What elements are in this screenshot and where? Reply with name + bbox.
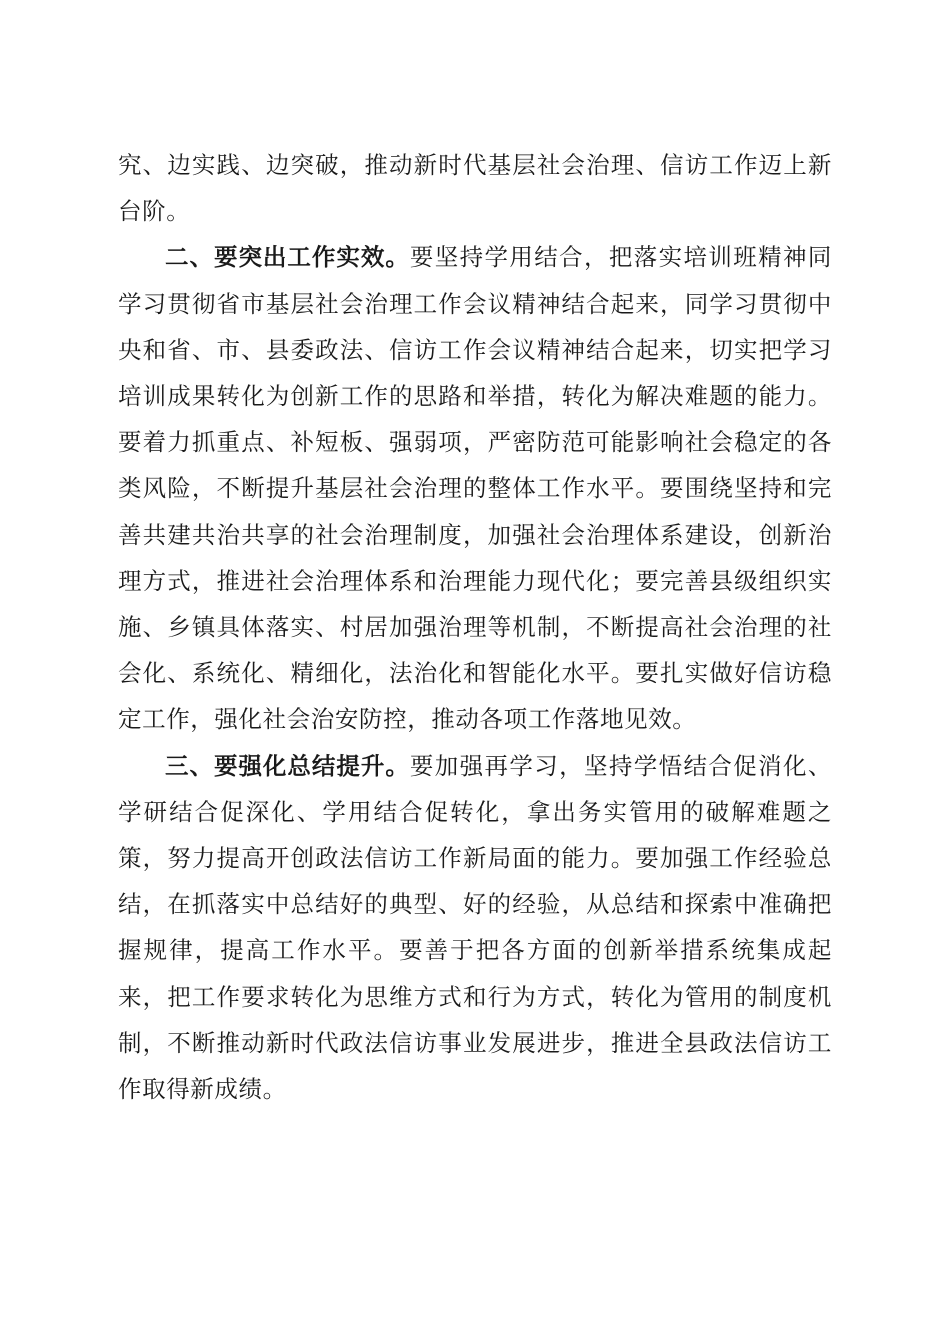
document-body <box>118 142 832 1112</box>
paragraph-body: 要加强再学习，坚持学悟结合促消化、学研结合促深化、学用结合促转化，拿出务实管用的破解难题之策，努力提高开创政法信访工作新局面的能力。要加强工作经验总结，在抓落实中总结好的典型、好的经验，从总结和探索中准确把握规律，提高工作水平。要善于把各方面的创新举措系统集成起来，把工作要求转化为思维方式和行为方式，转化为管用的制度机制，不断推动新时代政法信访事业发展进步，推进全县政法信访工作取得新成绩。 <box>118 751 833 1104</box>
section-heading: 二、要突出工作实效。 <box>165 243 410 272</box>
section-heading: 三、要强化总结提升。 <box>165 751 410 780</box>
paragraph-section-two <box>118 234 832 742</box>
paragraph-section-three <box>118 743 832 1113</box>
paragraph-body: 要坚持学用结合，把落实培训班精神同学习贯彻省市基层社会治理工作会议精神结合起来，同学习贯彻中央和省、市、县委政法、信访工作会议精神结合起来，切实把学习培训成果转化为创新工作的思路和举措，转化为解决难题的能力。要着力抓重点、补短板、强弱项，严密防范可能影响社会稳定的各类风险，不断提升基层社会治理的整体工作水平。要围绕坚持和完善共建共治共享的社会治理制度，加强社会治理体系建设，创新治理方式，推进社会治理体系和治理能力现代化；要完善县级组织实施、乡镇具体落实、村居加强治理等机制，不断提高社会治理的社会化、系统化、精细化，法治化和智能化水平。要扎实做好信访稳定工作，强化社会治安防控，推动各项工作落地见效。 <box>118 243 833 734</box>
paragraph-continuation <box>118 142 832 234</box>
paragraph-body: 究、边实践、边突破，推动新时代基层社会治理、信访工作迈上新台阶。 <box>118 151 832 226</box>
